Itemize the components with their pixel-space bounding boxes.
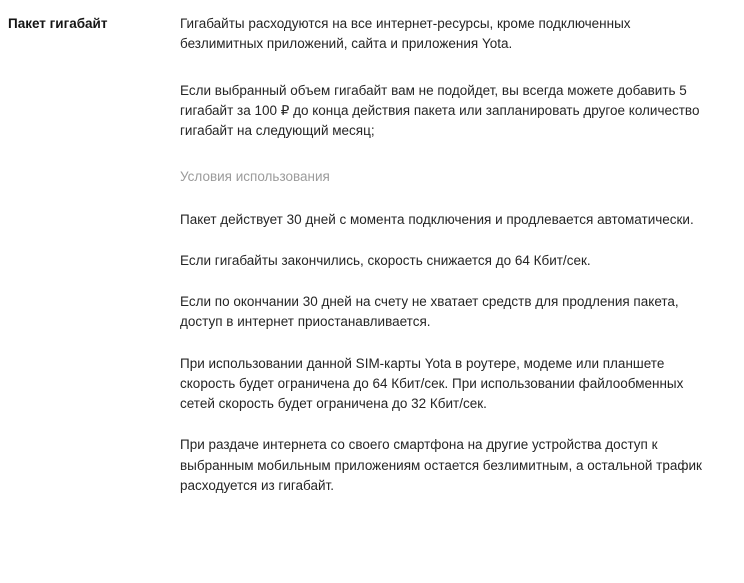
intro-paragraph-1: Гигабайты расходуются на все интернет-ресурсы, кроме подключенных безлимитных приложений, сайта и приложения Yota. [180,16,631,52]
condition-paragraph-2: Если гигабайты закончились, скорость снижается до 64 Кбит/сек. [180,252,591,268]
term-description-column [180,12,724,496]
intro-paragraph-2: Если выбранный объем гигабайт вам не подойдет, вы всегда можете добавить 5 гигабайт за 100 ₽ до конца действия пакета или запланировать другое количество гигабайт на следующий месяц; [180,82,700,138]
condition-paragraph-5: При раздаче интернета со своего смартфона на другие устройства доступ к выбранным мобильным приложениям остается безлимитным, а остальной трафик расходуется из гигабайт. [180,437,702,493]
term-title-column [8,12,180,33]
condition-paragraph-4: При использовании данной SIM-карты Yota в роутере, модеме или планшете скорость будет ограничена до 64 Кбит/сек. При использовании файлообменных сетей скорость будет ограничена до 32 Кбит/сек. [180,355,684,411]
term-title: Пакет гигабайт [8,16,108,31]
usage-conditions-heading: Условия использования [180,169,330,185]
condition-paragraph-3: Если по окончании 30 дней на счету не хватает средств для продления пакета, доступ в интернет приостанавливается. [180,294,679,330]
condition-paragraph-1: Пакет действует 30 дней с момента подключения и продлевается автоматически. [180,211,694,227]
